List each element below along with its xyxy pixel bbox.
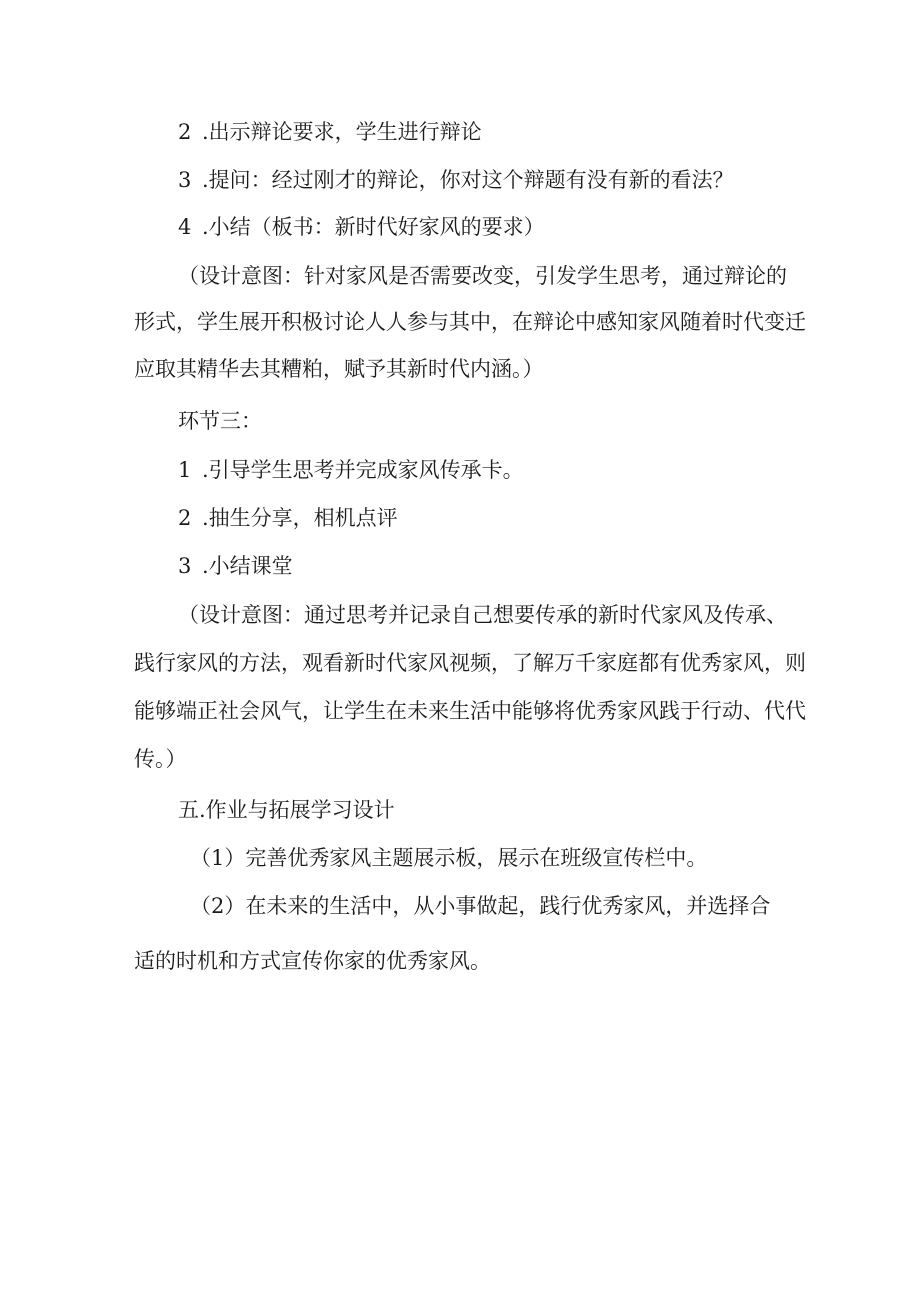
- design-intent-2-line-1: （设计意图：通过思考并记录自己想要传承的新时代家风及传承、: [178, 603, 787, 627]
- homework-item-2-line-2: 适的时机和方式宣传你家的优秀家风。: [134, 949, 491, 973]
- list-item-text: .提问：经过刚才的辩论，你对这个辩题有没有新的看法？: [202, 168, 734, 192]
- section-3-heading: 环节三：: [178, 409, 262, 433]
- list-number: 1: [178, 458, 192, 482]
- design-intent-2-line-4: 传。）: [134, 747, 187, 771]
- homework-item-1: （1）完善优秀家风主题展示板，展示在班级宣传栏中。: [190, 846, 708, 870]
- design-intent-1-line-2: 形式，学生展开积极讨论人人参与其中，在辩论中感知家风随着时代变迁: [134, 310, 806, 334]
- list-item-text: .抽生分享，相机点评: [202, 506, 398, 530]
- homework-item-2-line-1: （2）在未来的生活中，从小事做起，践行优秀家风，并选择合: [190, 894, 771, 918]
- list-item-text: .小结（板书：新时代好家风的要求）: [202, 215, 545, 239]
- design-intent-2-line-2: 践行家风的方法，观看新时代家风视频，了解万千家庭都有优秀家风，则: [134, 651, 806, 675]
- list-number: 3: [178, 554, 192, 578]
- list-number: 4: [178, 215, 192, 239]
- list-item-text: .引导学生思考并完成家风传承卡。: [202, 458, 524, 482]
- list-item-text: .出示辩论要求，学生进行辩论: [202, 120, 482, 144]
- design-intent-1-line-1: （设计意图：针对家风是否需要改变，引发学生思考，通过辩论的: [178, 264, 787, 288]
- section-5-heading: 五.作业与拓展学习设计: [178, 798, 395, 822]
- design-intent-1-line-3: 应取其精华去其糟粕，赋予其新时代内涵。）: [134, 357, 544, 381]
- design-intent-2-line-3: 能够端正社会风气，让学生在未来生活中能够将优秀家风践于行动、代代: [134, 699, 806, 723]
- list-number: 2: [178, 506, 192, 530]
- section-3-item-3: [178, 551, 293, 581]
- list-number: 3: [178, 168, 192, 192]
- list-item-text: .小结课堂: [202, 554, 293, 578]
- section-3-item-1: [178, 455, 524, 485]
- list-item-2: [178, 117, 482, 147]
- list-item-4: [178, 212, 545, 242]
- list-number: 2: [178, 120, 192, 144]
- list-item-3: [178, 165, 734, 195]
- section-3-item-2: [178, 503, 398, 533]
